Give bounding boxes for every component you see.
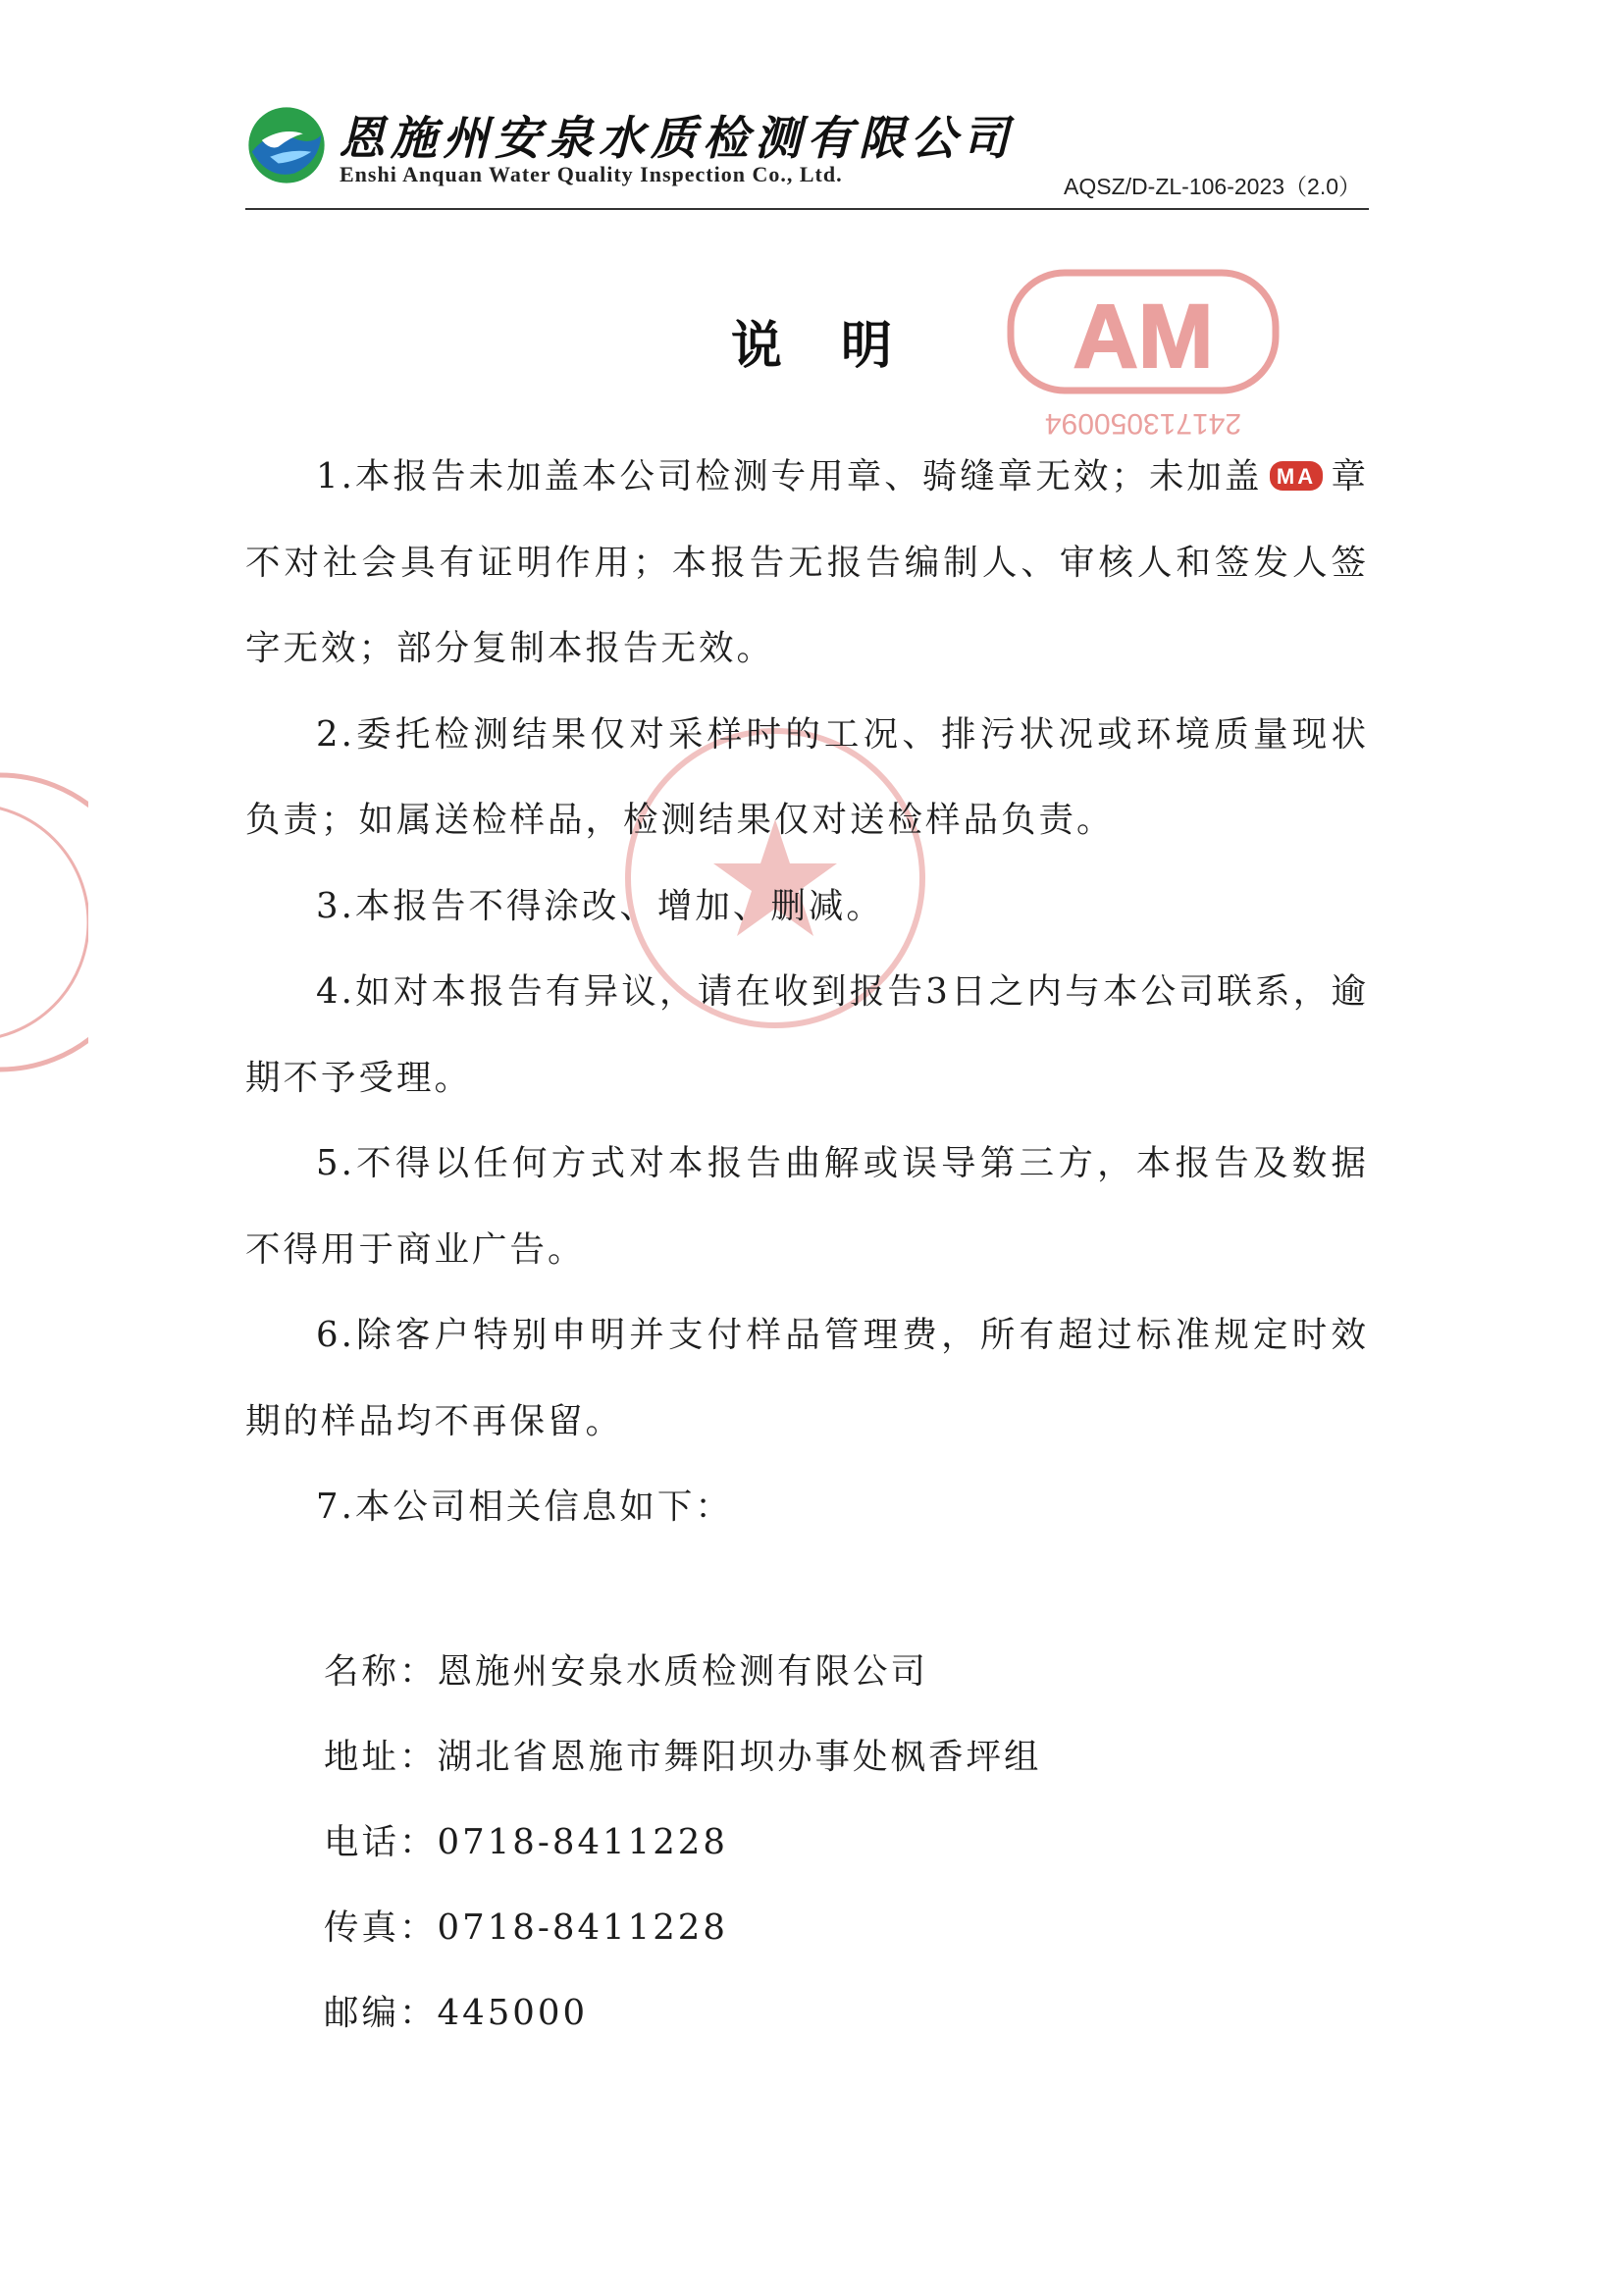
clause-4: 4.如对本报告有异议，请在收到报告3日之内与本公司联系，逾期不予受理。 — [245, 971, 1369, 1098]
info-postcode: 邮编：445000 — [324, 1993, 589, 2033]
clause-5: 5.不得以任何方式对本报告曲解或误导第三方，本报告及数据不得用于商业广告。 — [245, 1143, 1369, 1270]
letterhead — [245, 98, 1369, 210]
clause-1: 1.本报告未加盖本公司检测专用章、骑缝章无效；未加盖 MA 章不对社会具有证明作用；本报告无报告编制人、审核人和签发人签字无效；部分复制本报告无效。 — [245, 456, 1369, 668]
info-fax: 传真：0718-8411228 — [324, 1907, 728, 1948]
info-name: 名称：恩施州安泉水质检测有限公司 — [324, 1651, 929, 1692]
info-address: 地址：湖北省恩施市舞阳坝办事处枫香坪组 — [324, 1737, 1042, 1777]
company-logo-icon — [245, 104, 328, 186]
company-name-en: Enshi Anquan Water Quality Inspection Co., Ltd. — [340, 162, 843, 186]
info-phone: 电话：0718-8411228 — [324, 1822, 728, 1862]
notice-body — [245, 434, 1369, 1550]
company-info-block — [324, 1629, 1207, 2056]
svg-text:241713050094: 241713050094 — [1044, 407, 1242, 440]
page-title: 说明 — [730, 316, 951, 376]
clause-2: 2.委托检测结果仅对采样时的工况、排污状况或环境质量现状负责；如属送检样品，检测结果仅对送检样品负责。 — [245, 713, 1369, 840]
document-code: AQSZ/D-ZL-106-2023（2.0） — [1064, 174, 1361, 199]
svg-text:AM: AM — [1073, 287, 1214, 387]
clause-7: 7.本公司相关信息如下： — [316, 1487, 733, 1527]
clause-6: 6.除客户特别申明并支付样品管理费，所有超过标准规定时效期的样品均不再保留。 — [245, 1315, 1369, 1441]
svg-text:MA: MA — [1277, 463, 1317, 489]
clause-3: 3.本报告不得涂改、增加、删减。 — [316, 885, 884, 926]
seam-stamp-fragment — [0, 765, 88, 1079]
cma-mark-icon — [1268, 459, 1325, 493]
company-name-cn: 恩施州安泉水质检测有限公司 — [339, 112, 1015, 166]
